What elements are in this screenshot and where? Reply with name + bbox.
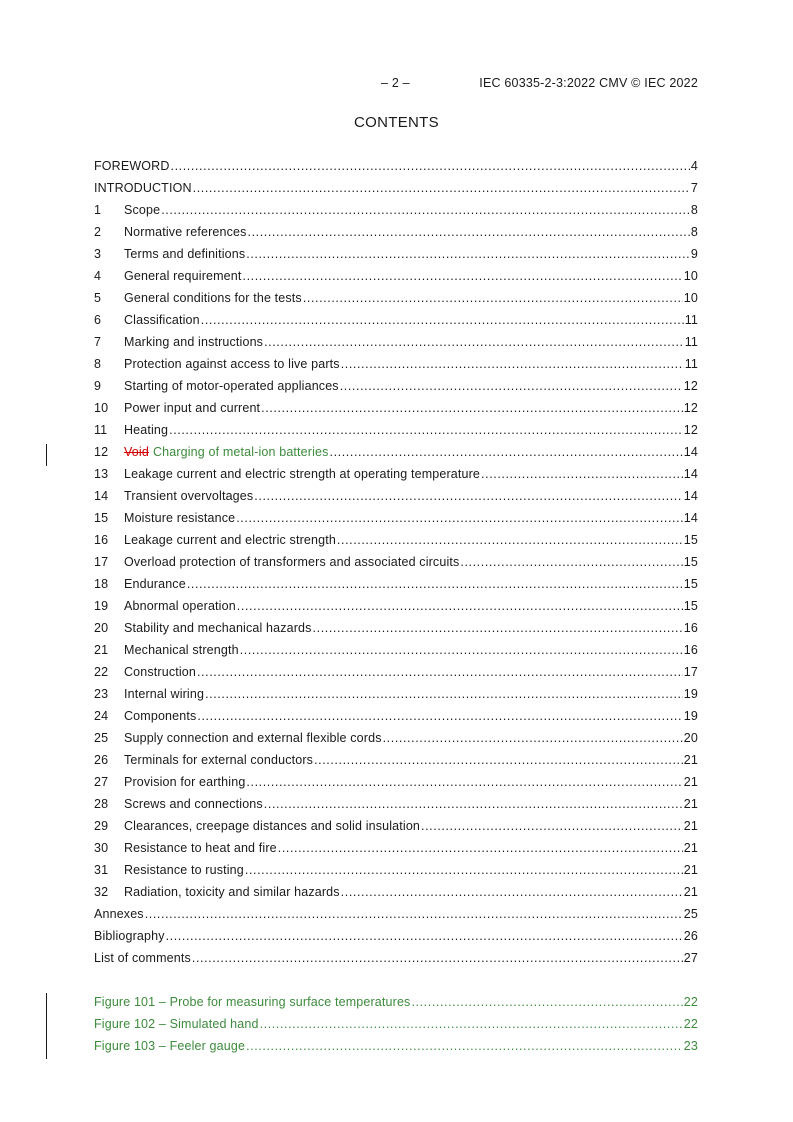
toc-entry-label: General conditions for the tests: [124, 291, 302, 305]
toc-entry-number: 30: [94, 841, 109, 855]
toc-entry-label: Clearances, creepage distances and solid insulation: [124, 819, 421, 833]
toc-entry-label: Radiation, toxicity and similar hazards: [124, 885, 340, 899]
toc-entry-page: 14: [683, 511, 698, 525]
toc-entry-clause-21[interactable]: [94, 639, 698, 661]
toc-entry-label: General requirement: [124, 269, 242, 283]
toc-entry-label: Figure 101 – Probe for measuring surface temperatures: [94, 995, 411, 1009]
toc-entry-page: 22: [683, 1017, 698, 1031]
toc-entry-clause-30[interactable]: [94, 837, 698, 859]
toc-entry-label: Transient overvoltages: [124, 489, 254, 503]
toc-entry-clause-26[interactable]: [94, 749, 698, 771]
toc-entry-clause-14[interactable]: [94, 485, 698, 507]
toc-entry-clause-9[interactable]: [94, 375, 698, 397]
toc-entry-label: Annexes: [94, 907, 144, 921]
toc-entry-number: 14: [94, 489, 109, 503]
toc-entry-label: Protection against access to live parts: [124, 357, 340, 371]
toc-entry-clause-7[interactable]: [94, 331, 698, 353]
toc-entry-clause-20[interactable]: [94, 617, 698, 639]
toc-entry-label: Provision for earthing: [124, 775, 246, 789]
toc-entry-figure-103[interactable]: [94, 1035, 698, 1057]
toc-entry-clause-28[interactable]: [94, 793, 698, 815]
toc-entry-page: 21: [683, 885, 698, 899]
toc-entry-number: 6: [94, 313, 102, 327]
toc-entry-page: 20: [683, 731, 698, 745]
toc-entry-annexes[interactable]: [94, 903, 698, 925]
toc-entry-clause-17[interactable]: [94, 551, 698, 573]
toc-entry-number: 8: [94, 357, 102, 371]
toc-entry-bibliography[interactable]: [94, 925, 698, 947]
toc-entry-number: 24: [94, 709, 109, 723]
toc-entry-page: 25: [683, 907, 698, 921]
toc-entry-label: Classification: [124, 313, 200, 327]
toc-entry-clause-29[interactable]: [94, 815, 698, 837]
toc-entry-label: Resistance to heat and fire: [124, 841, 277, 855]
toc-entry-number: 12: [94, 445, 109, 459]
change-bar: [46, 993, 47, 1059]
toc-entry-clause-3[interactable]: [94, 243, 698, 265]
toc-entry-label: Endurance: [124, 577, 186, 591]
toc-entry-clause-25[interactable]: [94, 727, 698, 749]
toc-entry-number: 29: [94, 819, 109, 833]
toc-entry-page: 16: [683, 643, 698, 657]
toc-entry-label: FOREWORD: [94, 159, 170, 173]
toc-entry-clause-19[interactable]: [94, 595, 698, 617]
toc-entry-label-group: [124, 441, 329, 463]
toc-entry-clause-13[interactable]: [94, 463, 698, 485]
toc-entry-number: 26: [94, 753, 109, 767]
toc-entry-page: 8: [690, 225, 698, 239]
toc-entry-number: 32: [94, 885, 109, 899]
toc-entry-page: 21: [683, 797, 698, 811]
toc-clauses: [94, 199, 698, 903]
toc-entry-page: 11: [684, 357, 698, 371]
toc-entry-label: Construction: [124, 665, 196, 679]
toc-entry-number: 2: [94, 225, 102, 239]
toc-entry-page: 15: [683, 599, 698, 613]
toc-entry-number: 7: [94, 335, 102, 349]
toc-entry-page: 17: [683, 665, 698, 679]
toc-entry-clause-27[interactable]: [94, 771, 698, 793]
toc-entry-clause-31[interactable]: [94, 859, 698, 881]
toc-entry-label: Terminals for external conductors: [124, 753, 314, 767]
toc-entry-label: Figure 103 – Feeler gauge: [94, 1039, 246, 1053]
deleted-text: Void: [124, 445, 149, 459]
toc-entry-label: Supply connection and external flexible cords: [124, 731, 382, 745]
toc-front-matter: [94, 155, 698, 199]
toc-entry-label: Internal wiring: [124, 687, 205, 701]
toc-entry-number: 20: [94, 621, 109, 635]
toc-entry-number: 16: [94, 533, 109, 547]
toc-entry-label: INTRODUCTION: [94, 181, 192, 195]
toc-entry-label: Figure 102 – Simulated hand: [94, 1017, 259, 1031]
toc-entry-label: Mechanical strength: [124, 643, 239, 657]
toc-entry-number: 1: [94, 203, 102, 217]
toc-entry-number: 27: [94, 775, 109, 789]
toc-entry-number: 3: [94, 247, 102, 261]
toc-entry-figure-102[interactable]: [94, 1013, 698, 1035]
toc-entry-page: 14: [683, 467, 698, 481]
toc-entry-number: 19: [94, 599, 109, 613]
toc-entry-page: 16: [683, 621, 698, 635]
toc-entry-page: 27: [683, 951, 698, 965]
toc-entry-label: Normative references: [124, 225, 247, 239]
toc-entry-page: 21: [683, 775, 698, 789]
toc-entry-clause-18[interactable]: [94, 573, 698, 595]
toc-back-matter: [94, 903, 698, 969]
toc-entry-label: Components: [124, 709, 197, 723]
toc-entry-label: Stability and mechanical hazards: [124, 621, 312, 635]
toc-entry-label: Marking and instructions: [124, 335, 264, 349]
toc-entry-clause-1[interactable]: [94, 199, 698, 221]
page-title: CONTENTS: [354, 114, 439, 131]
toc-entry-list-of-comments[interactable]: [94, 947, 698, 969]
toc-entry-page: 11: [684, 335, 698, 349]
toc-entry-clause-5[interactable]: [94, 287, 698, 309]
toc-entry-page: 21: [683, 863, 698, 877]
document-reference: IEC 60335-2-3:2022 CMV © IEC 2022: [479, 76, 698, 90]
toc-entry-foreword[interactable]: [94, 155, 698, 177]
toc-entry-label: Moisture resistance: [124, 511, 236, 525]
toc-entry-clause-32[interactable]: [94, 881, 698, 903]
toc-entry-page: 12: [683, 379, 698, 393]
toc-entry-label: Abnormal operation: [124, 599, 236, 613]
toc-entry-label: List of comments: [94, 951, 191, 965]
toc-entry-number: 31: [94, 863, 109, 877]
toc-entry-clause-2[interactable]: [94, 221, 698, 243]
toc-entry-number: 23: [94, 687, 109, 701]
toc-entry-number: 18: [94, 577, 109, 591]
toc-entry-clause-6[interactable]: [94, 309, 698, 331]
toc-entry-page: 15: [683, 555, 698, 569]
toc-entry-number: 17: [94, 555, 109, 569]
toc-entry-number: 25: [94, 731, 109, 745]
toc-entry-page: 19: [683, 687, 698, 701]
toc-entry-number: 5: [94, 291, 102, 305]
toc-entry-page: 21: [683, 753, 698, 767]
toc-entry-label: Resistance to rusting: [124, 863, 244, 877]
toc-entry-clause-12[interactable]: [94, 441, 698, 463]
change-bar: [46, 444, 47, 466]
toc-entry-page: 23: [683, 1039, 698, 1053]
toc-entry-label: Leakage current and electric strength at operating temperature: [124, 467, 481, 481]
toc-entry-clause-23[interactable]: [94, 683, 698, 705]
toc-entry-introduction[interactable]: [94, 177, 698, 199]
toc-entry-clause-4[interactable]: [94, 265, 698, 287]
toc-entry-number: 15: [94, 511, 109, 525]
toc-entry-label: Screws and connections: [124, 797, 263, 811]
toc-entry-label: Starting of motor-operated appliances: [124, 379, 339, 393]
toc-entry-page: 12: [683, 401, 698, 415]
toc-entry-clause-11[interactable]: [94, 419, 698, 441]
toc-entry-page: 12: [683, 423, 698, 437]
toc-entry-number: 11: [94, 423, 108, 437]
toc-entry-number: 28: [94, 797, 109, 811]
toc-entry-page: 22: [683, 995, 698, 1009]
toc-entry-label: Scope: [124, 203, 161, 217]
toc-entry-clause-16[interactable]: [94, 529, 698, 551]
toc-entry-page: 14: [683, 489, 698, 503]
toc-entry-label: Terms and definitions: [124, 247, 246, 261]
toc-entry-label: Charging of metal-ion batteries: [152, 445, 329, 459]
toc-entry-number: 13: [94, 467, 109, 481]
page-header: [0, 76, 793, 92]
toc-entry-page: 21: [683, 819, 698, 833]
toc-entry-clause-22[interactable]: [94, 661, 698, 683]
toc-entry-label: Bibliography: [94, 929, 165, 943]
toc-entry-page: 7: [690, 181, 698, 195]
toc-entry-label: Overload protection of transformers and associated circuits: [124, 555, 460, 569]
page-number: – 2 –: [381, 76, 410, 90]
toc-entry-page: 26: [683, 929, 698, 943]
toc-entry-clause-15[interactable]: [94, 507, 698, 529]
toc-entry-page: 10: [683, 291, 698, 305]
toc-entry-label: Heating: [124, 423, 169, 437]
toc-entry-page: 11: [684, 313, 698, 327]
toc-entry-page: 15: [683, 577, 698, 591]
toc-entry-figure-101[interactable]: [94, 991, 698, 1013]
toc-entry-number: 10: [94, 401, 109, 415]
toc-entry-label: Power input and current: [124, 401, 261, 415]
toc-entry-page: 15: [683, 533, 698, 547]
toc-entry-page: 9: [690, 247, 698, 261]
toc-figures: [94, 991, 698, 1057]
toc-entry-clause-24[interactable]: [94, 705, 698, 727]
toc-entry-number: 9: [94, 379, 102, 393]
toc-entry-page: 10: [683, 269, 698, 283]
toc-entry-page: 14: [683, 445, 698, 459]
toc-entry-clause-10[interactable]: [94, 397, 698, 419]
toc-entry-number: 4: [94, 269, 102, 283]
toc-entry-number: 21: [94, 643, 109, 657]
toc-entry-page: 8: [690, 203, 698, 217]
toc-entry-clause-8[interactable]: [94, 353, 698, 375]
toc-entry-page: 21: [683, 841, 698, 855]
toc-entry-page: 4: [690, 159, 698, 173]
toc-entry-label: Leakage current and electric strength: [124, 533, 336, 547]
toc-entry-number: 22: [94, 665, 109, 679]
toc-entry-page: 19: [683, 709, 698, 723]
